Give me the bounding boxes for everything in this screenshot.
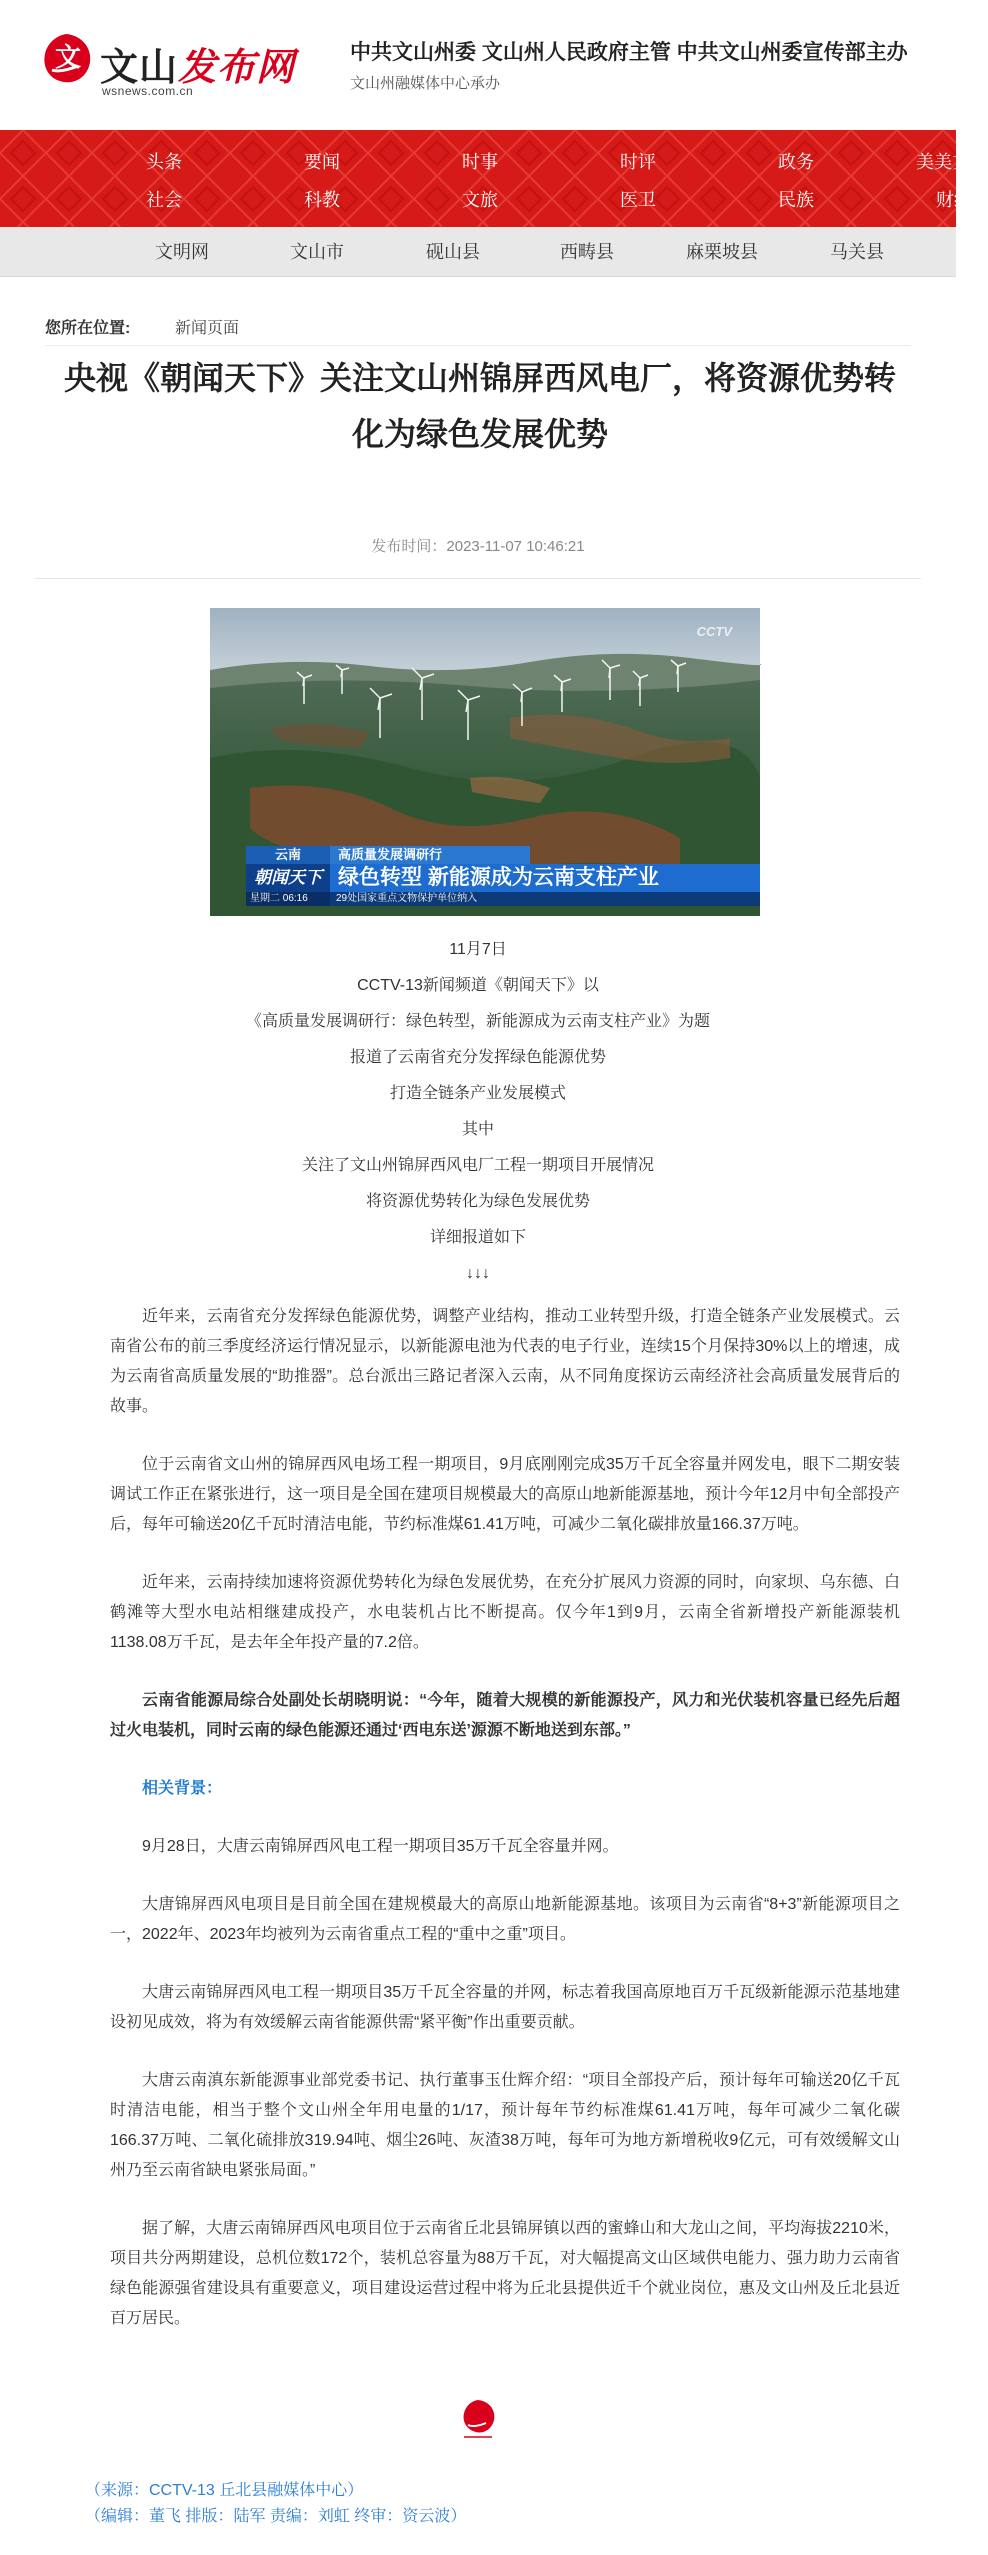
banner-program-name: 朝闻天下 — [246, 864, 330, 892]
org-title: 中共文山州委 文山州人民政府主管 中共文山州委宣传部主办 — [350, 41, 908, 64]
paragraph: 近年来，云南省充分发挥绿色能源优势，调整产业结构，推动工业转型升级，打造全链条产业发展模式。云南省公布的前三季度经济运行情况显示，以新能源电池为代表的电子行业，连续15个月保持30%以上的增速，成为云南省高质量发展的“助推器”。总台派出三路记者深入云南，从不同角度探访云南经济社会高质量发展背后的故事。 — [110, 1308, 900, 1415]
paragraph: 据了解，大唐云南锦屏西风电项目位于云南省丘北县锦屏镇以西的蜜蜂山和大龙山之间，平均海拔2210米，项目共分两期建设，总机位数172个，装机总容量为88万千瓦，对大幅提高文山区域供电能力、强力助力云南省绿色能源强省建设具有重要意义，项目建设运营过程中将为丘北县提供近千个就业岗位，惠及文山州及丘北县近百万居民。 — [110, 2220, 900, 2327]
intro-line: ↓↓↓ — [466, 1265, 490, 1282]
article-image — [210, 608, 760, 916]
nav-item-commentary[interactable]: 时评 — [620, 152, 656, 172]
paragraph: 大唐云南锦屏西风电工程一期项目35万千瓦全容量的并网，标志着我国高原地百万千瓦级新能源示范基地建设初见成效，将为有效缓解云南省能源供需“紧平衡”作出重要贡献。 — [110, 1984, 900, 2031]
divider — [45, 345, 911, 346]
editors-line: （编辑：董飞 排版：陆军 责编：刘虹 终审：资云波） — [85, 2508, 467, 2525]
intro-line: 报道了云南省充分发挥绿色能源优势 — [349, 1049, 606, 1066]
banner-headline: 绿色转型 新能源成为云南支柱产业 — [330, 864, 760, 892]
logo-emblem-icon — [38, 30, 96, 88]
logo-wordmark: 文山发布网 — [100, 44, 296, 89]
paragraph: 9月28日，大唐云南锦屏西风电工程一期项目35万千瓦全容量并网。 — [142, 1838, 619, 1855]
intro-line: 详细报道如下 — [429, 1229, 526, 1246]
nav-item-government[interactable]: 政务 — [778, 152, 814, 172]
sub-nav-item[interactable]: 麻栗坡县 — [686, 242, 758, 262]
cctv-watermark: CCTV — [696, 624, 732, 639]
divider — [35, 578, 921, 579]
publish-time: 发布时间：2023-11-07 10:46:21 — [371, 538, 585, 555]
logo-url: wsnews.com.cn — [102, 84, 194, 98]
article-body — [110, 1302, 900, 2362]
intro-line: 将资源优势转化为绿色发展优势 — [365, 1193, 590, 1210]
sub-nav — [0, 227, 956, 277]
intro-line: 11月7日 — [449, 941, 507, 958]
svg-text:文: 文 — [55, 43, 82, 73]
nav-item-important-news[interactable]: 要闻 — [304, 152, 340, 172]
intro-line: 关注了文山州锦屏西风电厂工程一期项目开展情况 — [301, 1157, 654, 1174]
nav-item-health[interactable]: 医卫 — [620, 190, 656, 210]
site-logo[interactable] — [38, 30, 308, 100]
breadcrumb — [45, 315, 240, 338]
footer-logo-icon — [458, 2398, 498, 2440]
intro-line: CCTV-13新闻频道《朝闻天下》以 — [357, 977, 599, 994]
banner-topic-tag: 高质量发展调研行 — [330, 846, 530, 864]
article-source — [85, 2478, 466, 2530]
sub-nav-item[interactable]: 砚山县 — [426, 242, 480, 262]
nav-item-science-education[interactable]: 科教 — [304, 190, 340, 210]
intro-line: 其中 — [461, 1121, 494, 1138]
nav-item-headlines[interactable]: 头条 — [146, 152, 182, 172]
nav-item-finance[interactable]: 财经 — [936, 190, 972, 210]
quote-paragraph: 云南省能源局综合处副处长胡晓明说：“今年，随着大规模的新能源投产，风力和光伏装机容量已经先后超过火电装机，同时云南的绿色能源还通过‘西电东送’源源不断地送到东部。” — [110, 1692, 900, 1739]
nav-item-culture-tourism[interactable]: 文旅 — [462, 190, 498, 210]
sub-nav-item[interactable]: 西畴县 — [560, 242, 614, 262]
nav-item-society[interactable]: 社会 — [146, 190, 182, 210]
nav-item-beautiful-wenshan[interactable]: 美美文山 — [916, 152, 988, 172]
banner-region-tag: 云南 — [246, 846, 330, 864]
paragraph: 近年来，云南持续加速将资源优势转化为绿色发展优势，在充分扩展风力资源的同时，向家坝、乌东德、白鹤滩等大型水电站相继建成投产，水电装机占比不断提高。仅今年1到9月，云南全省新增投产新能源装机1138.08万千瓦，是去年全年投产量的7.2倍。 — [110, 1574, 900, 1651]
org-subtitle: 文山州融媒体中心承办 — [350, 75, 501, 92]
sub-nav-item[interactable]: 马关县 — [830, 242, 884, 262]
banner-time: 星期二 06:16 — [246, 892, 330, 906]
banner-ticker: 29处国家重点文物保护单位纳入 — [330, 892, 760, 906]
article-title: 央视《朝闻天下》关注文山州锦屏西风电厂，将资源优势转化为绿色发展优势 — [63, 360, 896, 452]
news-banner — [246, 846, 760, 908]
paragraph: 大唐云南滇东新能源事业部党委书记、执行董事玉仕辉介绍：“项目全部投产后，预计每年可输送20亿千瓦时清洁电能，相当于整个文山州全年用电量的1/17，预计每年节约标准煤61.41万吨，每年可减少二氧化碳166.37万吨、二氧化硫排放319.94吨、烟尘26吨、灰渣38万吨，每年可为地方新增税收9亿元，可有效缓解文山州乃至云南省缺电紧张局面。” — [110, 2072, 900, 2179]
sub-nav-item[interactable]: 文明网 — [155, 242, 209, 262]
intro-line: 打造全链条产业发展模式 — [389, 1085, 566, 1102]
intro-line: 《高质量发展调研行：绿色转型，新能源成为云南支柱产业》为题 — [245, 1013, 710, 1030]
sub-nav-item[interactable]: 文山市 — [290, 242, 344, 262]
breadcrumb-label: 您所在位置: — [45, 320, 131, 337]
breadcrumb-current[interactable]: 新闻页面 — [175, 320, 240, 337]
paragraph: 位于云南省文山州的锦屏西风电场工程一期项目，9月底刚刚完成35万千瓦全容量并网发电，眼下二期安装调试工作正在紧张进行，这一项目是全国在建项目规模最大的高原山地新能源基地，预计今年12月中旬全部投产后，每年可输送20亿千瓦时清洁电能，节约标准煤61.41万吨，可减少二氧化碳排放量166.37万吨。 — [110, 1456, 900, 1533]
paragraph: 大唐锦屏西风电项目是目前全国在建规模最大的高原山地新能源基地。该项目为云南省“8+3”新能源项目之一，2022年、2023年均被列为云南省重点工程的“重中之重”项目。 — [110, 1896, 900, 1943]
site-header — [0, 0, 956, 130]
main-nav — [0, 130, 988, 227]
source-line: （来源：CCTV-13 丘北县融媒体中心） — [85, 2482, 364, 2499]
background-label: 相关背景： — [142, 1780, 223, 1797]
nav-item-ethnic[interactable]: 民族 — [778, 190, 814, 210]
intro-block — [0, 932, 956, 1292]
nav-item-current-affairs[interactable]: 时事 — [462, 152, 498, 172]
